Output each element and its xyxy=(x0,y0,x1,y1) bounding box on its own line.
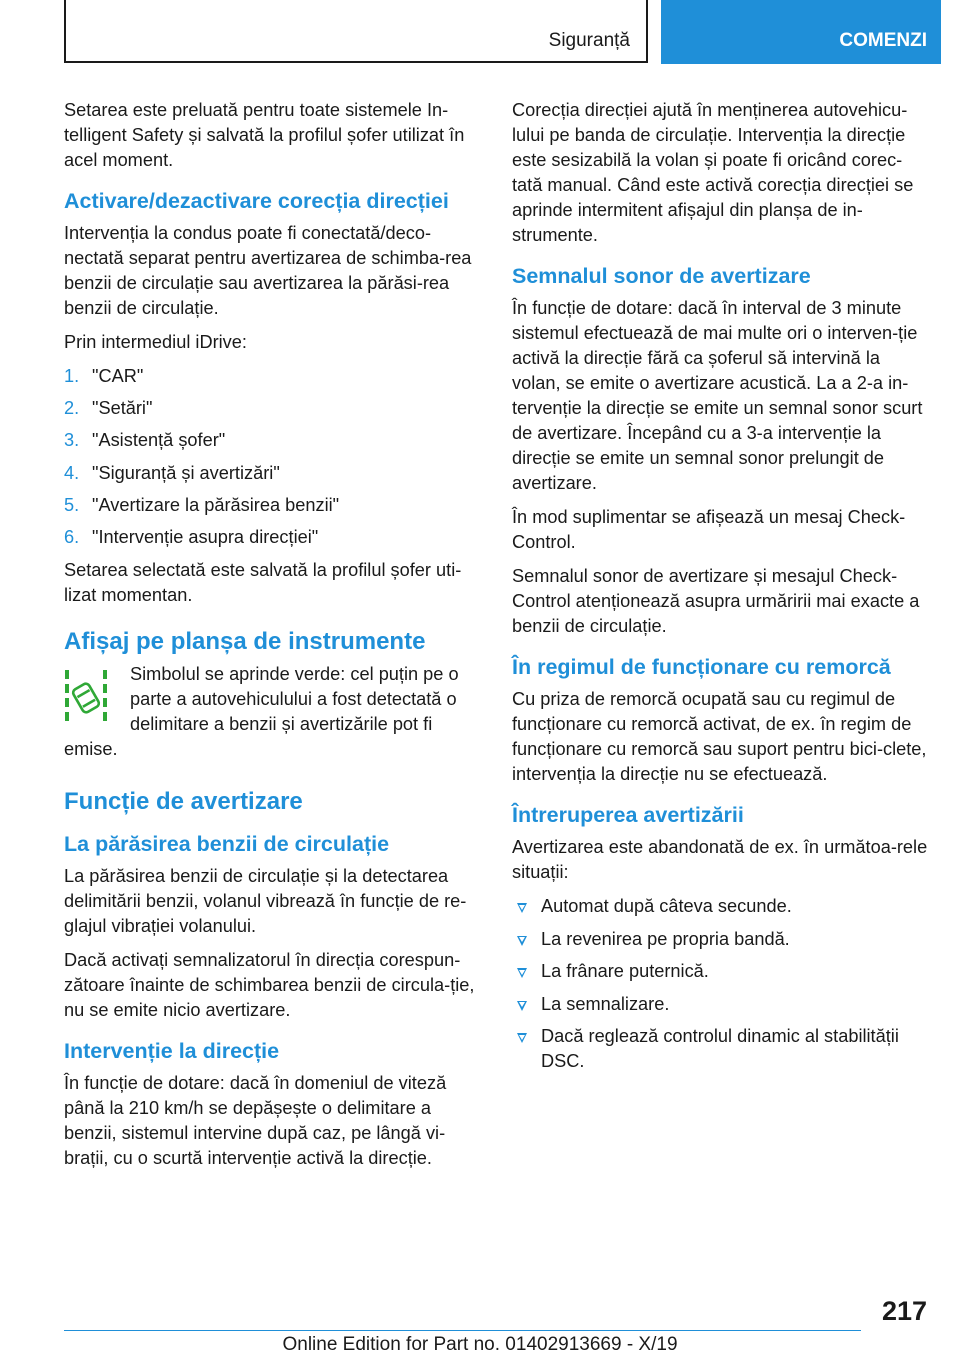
list-item xyxy=(512,992,928,1017)
list-item xyxy=(64,525,478,552)
step-number: 4. xyxy=(64,462,80,483)
display-paragraph-block xyxy=(64,662,478,762)
bullet-text: La semnalizare. xyxy=(541,993,670,1014)
step-number: 5. xyxy=(64,494,80,515)
step-text: "Setări" xyxy=(92,398,153,419)
step-text: "Siguranță și avertizări" xyxy=(92,462,280,483)
list-item xyxy=(512,959,928,984)
step-number: 3. xyxy=(64,430,80,451)
step-text: "Intervenție asupra direcției" xyxy=(92,526,319,547)
triangle-bullet-icon xyxy=(517,936,527,946)
indicator-paragraph: Dacă activați semnalizatorul în direcția corespun-zătoare înainte de schimbarea benzii de circula-ție, nu se emite nicio avertizare. xyxy=(64,949,475,1020)
heading-intervention: Intervenție la direcție xyxy=(64,1038,280,1063)
list-item xyxy=(64,461,478,493)
left-column xyxy=(64,98,478,1180)
correction-paragraph: Corecția direcției ajută în menținerea autovehicu-lului pe banda de circulație. Intervenția la direcție este sesizabilă la volan și poate fi oricând corec-tată manual. Când este activă corecția direcției se aprinde intermitent afișajul din planșa de in-strumente. xyxy=(512,100,914,245)
heading-function: Funcție de avertizare xyxy=(64,787,303,815)
step-number: 1. xyxy=(64,366,80,386)
chapter-title: COMENZI xyxy=(839,30,927,51)
triangle-bullet-icon xyxy=(517,1033,527,1043)
step-text: "Avertizare la părăsirea benzii" xyxy=(92,494,340,515)
triangle-bullet-icon xyxy=(517,1001,527,1011)
triangle-bullet-icon xyxy=(517,968,527,978)
check-control-paragraph: În mod suplimentar se afișează un mesaj Check-Control. xyxy=(512,507,906,552)
chapter-tab xyxy=(661,0,941,64)
interrupt-bullet-list xyxy=(512,894,928,1074)
right-column xyxy=(512,98,928,1082)
trailer-paragraph: Cu priza de remorcă ocupată sau cu regimul de funcționare cu remorcă activat, de ex. în regim de funcționare cu remorcă sau suport pentru bici-clete, intervenția la direcție nu se efectuează. xyxy=(512,689,927,784)
display-paragraph: Simbolul se aprinde verde: cel puțin pe o parte a autovehiculului a fost detectată o delimitare a benzii și avertizările pot fi emise. xyxy=(64,663,459,759)
bullet-text: Dacă reglează controlul dinamic al stabilității DSC. xyxy=(541,1026,899,1071)
intervention-paragraph: În funcție de dotare: dacă în domeniul de viteză până la 210 km/h se depășește o delimitare a benzii, sistemul intervine după caz, pe lângă vi-brații, cu o scurtă intervenție activă la direcție. xyxy=(64,1072,447,1168)
saved-paragraph: Setarea selectată este salvată la profilul șofer uti-lizat momentan. xyxy=(64,559,462,605)
interrupt-paragraph: Avertizarea este abandonată de ex. în următoa-rele situații: xyxy=(512,837,928,882)
bullet-text: La frânare puternică. xyxy=(541,961,709,981)
heading-activation: Activare/dezactivare corecția direcției xyxy=(64,189,449,213)
list-item xyxy=(64,428,478,460)
idrive-paragraph: Prin intermediul iDrive: xyxy=(64,332,247,352)
triangle-bullet-icon xyxy=(517,903,527,913)
step-number: 6. xyxy=(64,526,80,547)
page-header xyxy=(0,0,960,66)
lane-departure-warning-icon xyxy=(64,666,108,728)
list-item xyxy=(512,1024,928,1074)
leaving-paragraph: La părăsirea benzii de circulație și la detectarea delimitării benzii, volanul vibrează în funcție de re-glajul vibrației volanului. xyxy=(64,865,467,936)
list-item xyxy=(64,493,478,525)
bullet-text: Automat după câteva secunde. xyxy=(541,896,792,916)
section-title: Siguranță xyxy=(548,30,630,51)
sound-message-paragraph: Semnalul sonor de avertizare și mesajul Check-Control atenționează asupra urmăririi mai exacte a benzii de circulație. xyxy=(512,566,920,636)
footer-divider xyxy=(64,1330,861,1331)
activation-paragraph: Intervenția la condus poate fi conectată/deco-nectată separat pentru avertizarea de schimba-rea benzii de circulație sau avertizarea la părăsi-rea benzii de circulație. xyxy=(64,223,472,318)
page-number: 217 xyxy=(881,1296,927,1326)
list-item xyxy=(64,396,478,428)
heading-sound: Semnalul sonor de avertizare xyxy=(512,264,811,288)
heading-trailer: În regimul de funcționare cu remorcă xyxy=(512,655,891,679)
heading-leaving: La părăsirea benzii de circulație xyxy=(64,831,390,856)
intro-paragraph: Setarea este preluată pentru toate sistemele In-telligent Safety și salvată la profilul șofer utilizat în acel moment. xyxy=(64,100,465,170)
list-item xyxy=(512,927,928,952)
bullet-text: La revenirea pe propria bandă. xyxy=(541,928,790,949)
edition-footer: Online Edition for Part no. 01402913669 - X/19 xyxy=(282,1334,678,1355)
heading-display: Afișaj pe planșa de instrumente xyxy=(64,627,426,655)
step-number: 2. xyxy=(64,398,80,419)
idrive-steps-list xyxy=(64,364,478,552)
sound-paragraph: În funcție de dotare: dacă în interval de 3 minute sistemul efectuează de mai multe ori o interven-ție activă la direcție fără ca șoferul să intervină la volan, se emite o avertizare acustică. La a 2-a in-tervenție la direcție se emite un semnal sonor scurt de avertizare. Începând cu a 3-a intervenție la direcție se emite un semnal sonor prelungit de avertizare. xyxy=(512,298,923,493)
section-tab xyxy=(64,0,648,63)
list-item xyxy=(512,894,928,919)
heading-interrupt: Întreruperea avertizării xyxy=(512,803,744,827)
step-text: "CAR" xyxy=(92,366,144,386)
list-item xyxy=(64,364,478,396)
step-text: "Asistență șofer" xyxy=(92,430,226,451)
